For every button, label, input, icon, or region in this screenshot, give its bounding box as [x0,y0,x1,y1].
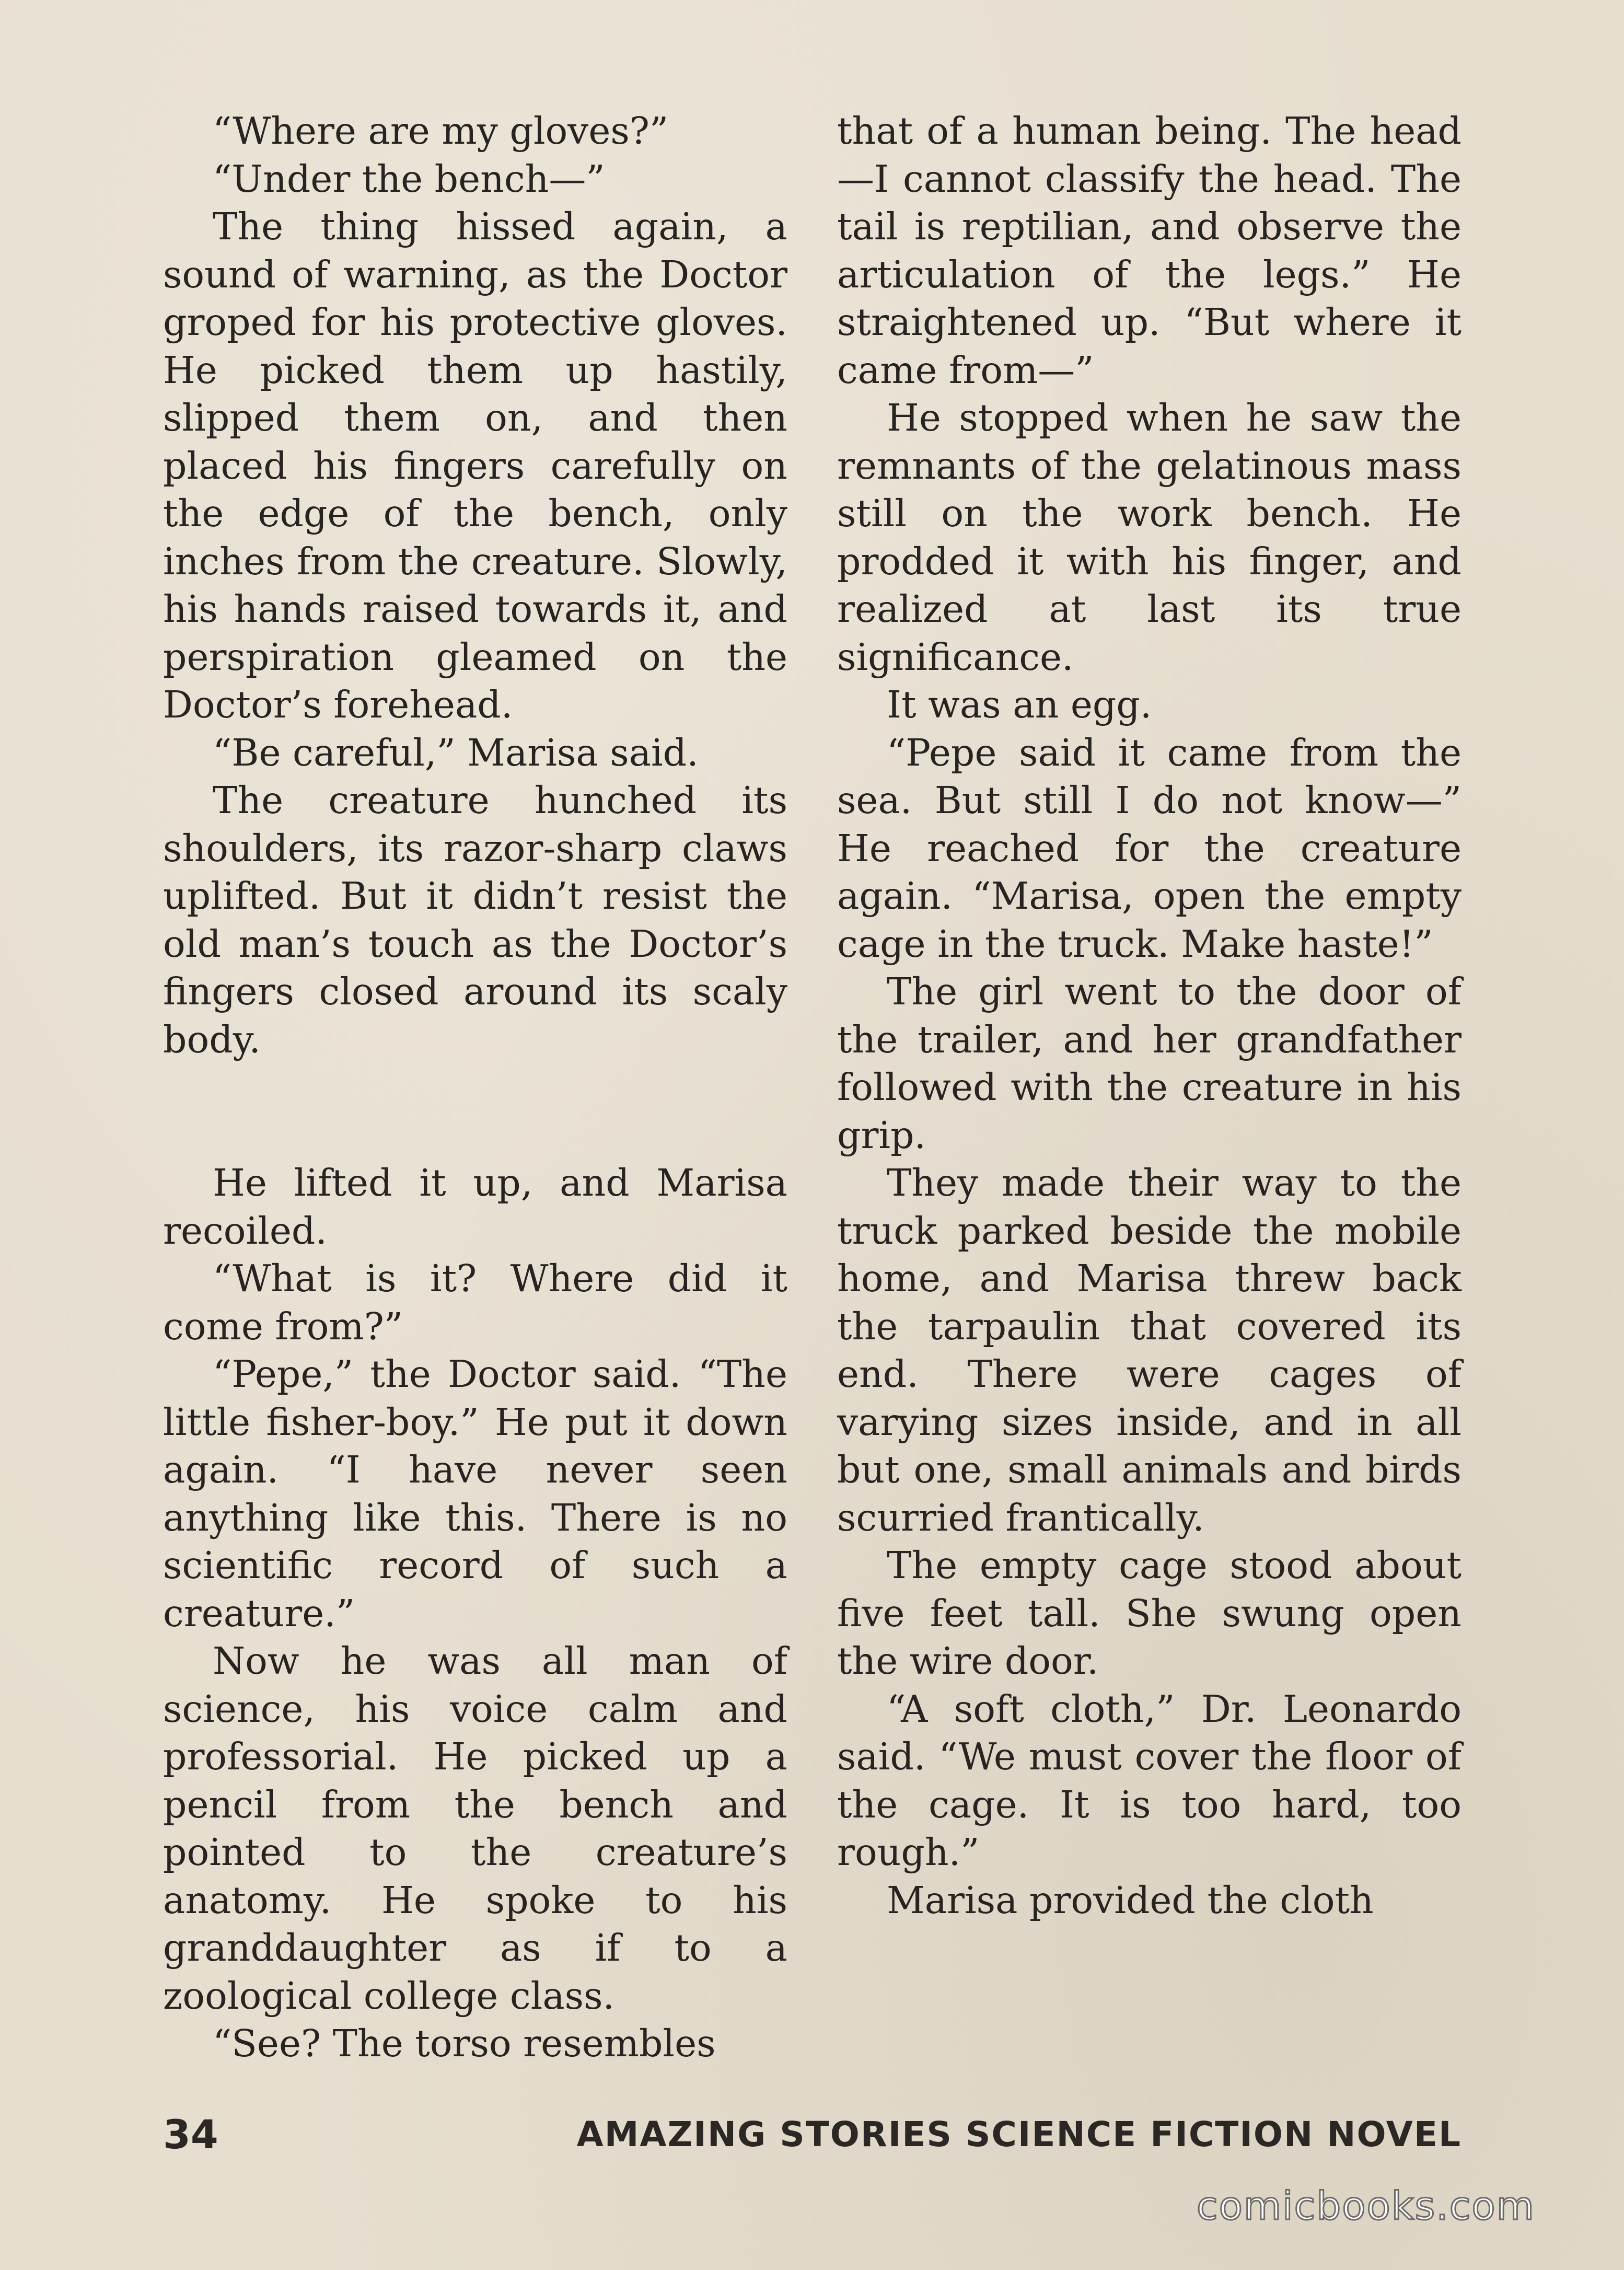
page-number: 34 [163,2111,218,2158]
paragraph: He lifted it up, and Marisa recoiled. [163,1161,787,1253]
paragraph: The creature hunched its shoulders, its razor-sharp claws uplifted. But it didn’t resist the old man’s touch as the Doctor’s fingers closed around its scaly body. [163,779,787,1061]
paragraph: “Under the bench—” [213,157,605,201]
watermark-text: comicbooks.com [1197,2184,1535,2229]
paragraph: It was an egg. [887,683,1152,726]
page-footer [163,2106,1461,2163]
paragraph: They made their way to the truck parked beside the mobile home, and Marisa threw back the tarpaulin that covered its end. There were cages of varying sizes inside, and in all but one, small animals and birds scurried frantically. [837,1161,1461,1539]
paragraph: “Pepe,” the Doctor said. “The little fisher-boy.” He put it down again. “I have never seen anything like this. There is no scientific record of such a creature.” [163,1352,787,1635]
paragraph: The empty cage stood about five feet tall. She swung open the wire door. [837,1544,1461,1683]
watermark [1197,2176,1594,2237]
paragraph: “What is it? Where did it come from?” [163,1257,787,1348]
paragraph: “A soft cloth,” Dr. Leonardo said. “We must cover the floor of the cage. It is too hard, too rough.” [837,1687,1461,1874]
paragraph: that of a human being. The head—I cannot classify the head. The tail is reptilian, and observe the articulation of the legs.” He straightened up. “But where it came from—” [837,109,1461,392]
paragraph: The thing hissed again, a sound of warning, as the Doctor groped for his protective gloves. He picked them up hastily, slipped them on, and then placed his fingers carefully on the edge of the bench, only inches from the creature. Slowly, his hands raised towards it, and perspiration gleamed on the Doctor’s forehead. [163,205,787,726]
paragraph: “Pepe said it came from the sea. But still I do not know—” He reached for the creature again. “Marisa, open the empty cage in the truck. Make haste!” [837,731,1461,966]
paragraph: Now he was all man of science, his voice calm and professorial. He picked up a pencil from the bench and pointed to the creature’s anatomy. He spoke to his granddaughter as if to a zoological college class. [163,1639,787,2018]
paragraph: “Be careful,” Marisa said. [213,731,699,774]
right-text-column [837,107,1461,1924]
paragraph: The girl went to the door of the trailer, and her grandfather followed with the creature in his grip. [837,970,1461,1157]
paragraph: He stopped when he saw the remnants of the gelatinous mass still on the work bench. He prodded it with his finger, and realized at last its true significance. [837,396,1461,679]
paragraph: Marisa provided the cloth [887,1878,1374,1922]
paragraph: “Where are my gloves?” [213,109,669,153]
paragraph: “See? The torso resembles [213,2022,716,2065]
left-text-column [163,107,787,2068]
running-title: AMAZING STORIES SCIENCE FICTION NOVEL [576,2114,1461,2155]
